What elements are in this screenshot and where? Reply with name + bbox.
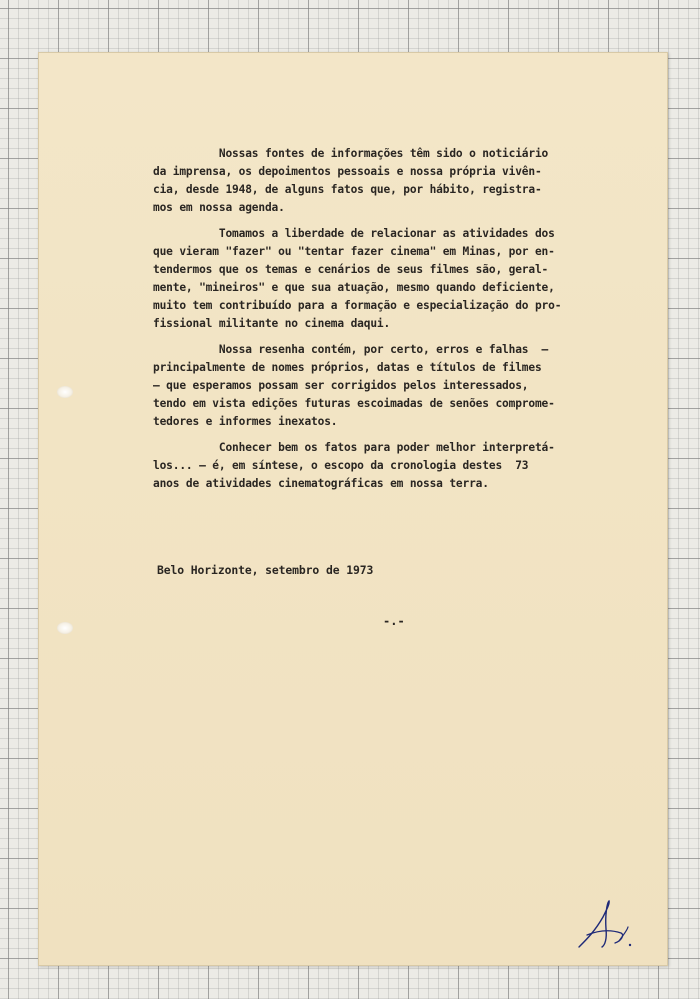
- text-line: tendermos que os temas e cenários de seus filmes são, geral-: [153, 263, 549, 276]
- text-line: muito tem contribuído para a formação e especialização do pro-: [153, 299, 562, 312]
- punch-hole: [57, 622, 73, 634]
- text-line: anos de atividades cinematográficas em nossa terra.: [153, 477, 489, 490]
- text-line: mente, "mineiros" e que sua atuação, mesmo quando deficiente,: [153, 281, 555, 294]
- paragraph-2: [153, 225, 633, 333]
- text-line: Nossa resenha contém, por certo, erros e falhas —: [153, 343, 549, 356]
- signature: [575, 895, 635, 955]
- paragraph-1: [153, 145, 633, 217]
- text-line: Nossas fontes de informações têm sido o noticiário: [153, 147, 549, 160]
- text-line: — que esperamos possam ser corrigidos pelos interessados,: [153, 379, 529, 392]
- text-line: tendo em vista edições futuras escoimadas de senões comprome-: [153, 397, 555, 410]
- punch-hole: [57, 386, 73, 398]
- text-line: da imprensa, os depoimentos pessoais e nossa própria vivên-: [153, 165, 542, 178]
- body-text: [153, 145, 633, 501]
- text-line: que vieram "fazer" ou "tentar fazer cinema" em Minas, por en-: [153, 245, 555, 258]
- paragraph-3: [153, 341, 633, 431]
- text-line: mos em nossa agenda.: [153, 201, 285, 214]
- text-line: tedores e informes inexatos.: [153, 415, 338, 428]
- paragraph-4: [153, 439, 633, 493]
- text-line: fissional militante no cinema daqui.: [153, 317, 391, 330]
- text-line: Tomamos a liberdade de relacionar as atividades dos: [153, 227, 555, 240]
- text-line: principalmente de nomes próprios, datas e títulos de filmes: [153, 361, 542, 374]
- text-line: los... — é, em síntese, o escopo da cronologia destes 73: [153, 459, 529, 472]
- end-mark: -.-: [383, 614, 405, 628]
- text-line: Conhecer bem os fatos para poder melhor interpretá-: [153, 441, 555, 454]
- dateline: Belo Horizonte, setembro de 1973: [157, 563, 374, 577]
- text-line: cia, desde 1948, de alguns fatos que, por hábito, registra-: [153, 183, 542, 196]
